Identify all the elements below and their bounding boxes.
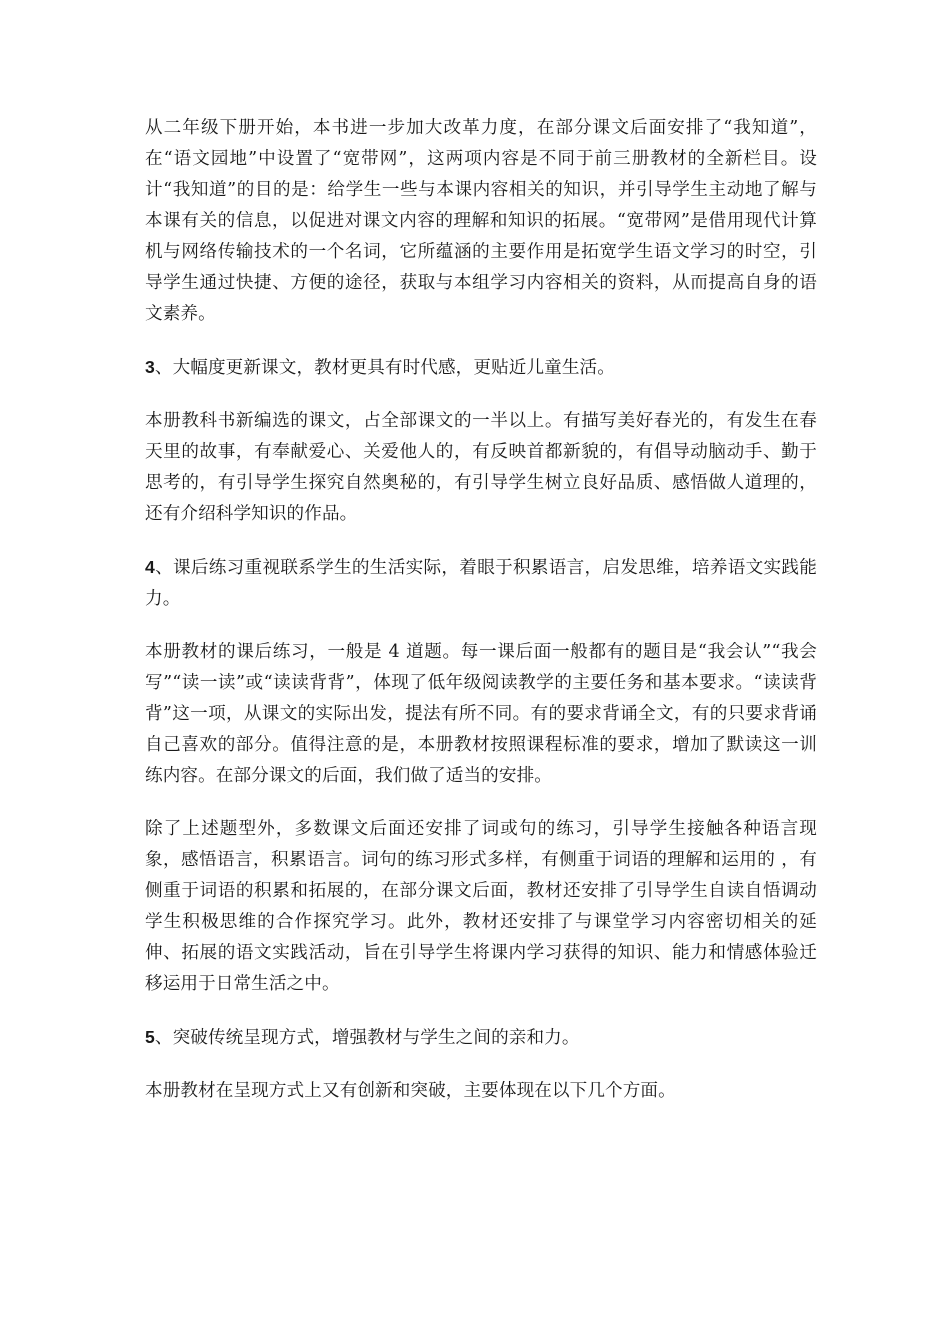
document-body [145, 113, 817, 1107]
heading-3 [145, 352, 817, 384]
paragraph-presentation: 本册教材在呈现方式上又有创新和突破，主要体现在以下几个方面。 [145, 1081, 676, 1101]
paragraph-new-columns: 从二年级下册开始，本书进一步加大改革力度，在部分课文后面安排了“我知道”，在“语文园地”中设置了“宽带网”，这两项内容是不同于前三册教材的全新栏目。设计“我知道”的目的是：给学生一些与本课内容相关的知识，并引导学生主动地了解与本课有关的信息，以促进对课文内容的理解和知识的拓展。“宽带网”是借用现代计算机与网络传输技术的一个名词，它所蕴涵的主要作用是拓宽学生语文学习的时空，引导学生通过快捷、方便的途径，获取与本组学习内容相关的资料，从而提高自身的语文素养。 [145, 118, 817, 324]
heading-number: 3 [145, 357, 155, 377]
heading-4 [145, 552, 817, 615]
heading-text: 、大幅度更新课文，教材更具有时代感，更贴近儿童生活。 [154, 358, 615, 378]
paragraph-exercises: 本册教材的课后练习，一般是 4 道题。每一课后面一般都有的题目是“我会认”“我会写”“读一读”或“读读背背”，体现了低年级阅读教学的主要任务和基本要求。“读读背背”这一项，从课文的实际出发，提法有所不同。有的要求背诵全文，有的只要求背诵自己喜欢的部分。值得注意的是，本册教材按照课程标准的要求，增加了默读这一训练内容。在部分课文的后面，我们做了适当的安排。 [145, 642, 817, 786]
heading-number: 4 [145, 557, 155, 577]
paragraph-word-practice: 除了上述题型外，多数课文后面还安排了词或句的练习，引导学生接触各种语言现象，感悟语言，积累语言。词句的练习形式多样，有侧重于词语的理解和运用的 ，有侧重于词语的积累和拓展的，在部分课文后面，教材还安排了引导学生自读自悟调动学生积极思维的合作探究学习。此外，教材还安排了与课堂学习内容密切相关的延伸、拓展的语文实践活动，旨在引导学生将课内学习获得的知识、能力和情感体验迁移运用于日常生活之中。 [145, 819, 817, 994]
heading-5 [145, 1022, 817, 1054]
heading-text: 、突破传统呈现方式，增强教材与学生之间的亲和力。 [154, 1028, 580, 1048]
paragraph-new-texts: 本册教科书新编选的课文，占全部课文的一半以上。有描写美好春光的，有发生在春天里的故事，有奉献爱心、关爱他人的，有反映首都新貌的，有倡导动脑动手、勤于思考的，有引导学生探究自然奥秘的，有引导学生树立良好品质、感悟做人道理的，还有介绍科学知识的作品。 [145, 411, 817, 524]
heading-text: 、课后练习重视联系学生的生活实际，着眼于积累语言，启发思维，培养语文实践能力。 [145, 558, 817, 609]
heading-number: 5 [145, 1027, 155, 1047]
